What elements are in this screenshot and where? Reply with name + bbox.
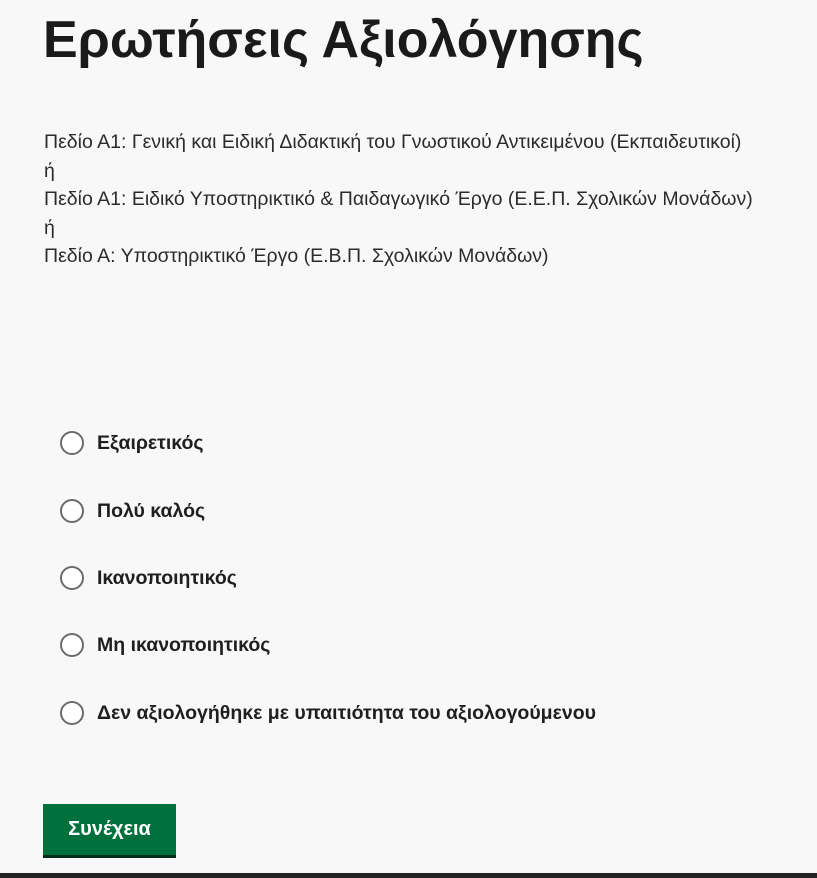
option-label: Πολύ καλός (97, 499, 206, 522)
radio-button[interactable] (60, 431, 84, 455)
option-label: Μη ικανοποιητικός (97, 633, 271, 656)
field-description (44, 128, 764, 271)
option-satisfactory[interactable] (60, 566, 237, 590)
intro-line: ή (44, 216, 55, 239)
intro-line: ή (44, 159, 55, 182)
radio-button[interactable] (60, 566, 84, 590)
intro-line: Πεδίο Α: Υποστηρικτικό Έργο (Ε.Β.Π. Σχολικών Μονάδων) (44, 245, 549, 267)
radio-button[interactable] (60, 499, 84, 523)
option-label: Εξαιρετικός (97, 431, 204, 454)
intro-line: Πεδίο Α1: Ειδικό Υποστηρικτικό & Παιδαγωγικό Έργο (Ε.Ε.Π. Σχολικών Μονάδων) (44, 188, 753, 210)
option-very-good[interactable] (60, 499, 205, 523)
radio-button[interactable] (60, 633, 84, 657)
option-unsatisfactory[interactable] (60, 633, 270, 657)
option-label: Ικανοποιητικός (97, 566, 237, 589)
option-label: Δεν αξιολογήθηκε με υπαιτιότητα του αξιολογούμενου (97, 701, 596, 724)
footer-bar (0, 873, 817, 878)
continue-button[interactable]: Συνέχεια (43, 804, 176, 858)
option-not-evaluated[interactable] (60, 701, 596, 725)
radio-button[interactable] (60, 701, 84, 725)
page-title: Ερωτήσεις Αξιολόγησης (43, 11, 644, 69)
option-excellent[interactable] (60, 431, 204, 455)
intro-line: Πεδίο Α1: Γενική και Ειδική Διδακτική του Γνωστικού Αντικειμένου (Εκπαιδευτικοί) (44, 131, 742, 153)
